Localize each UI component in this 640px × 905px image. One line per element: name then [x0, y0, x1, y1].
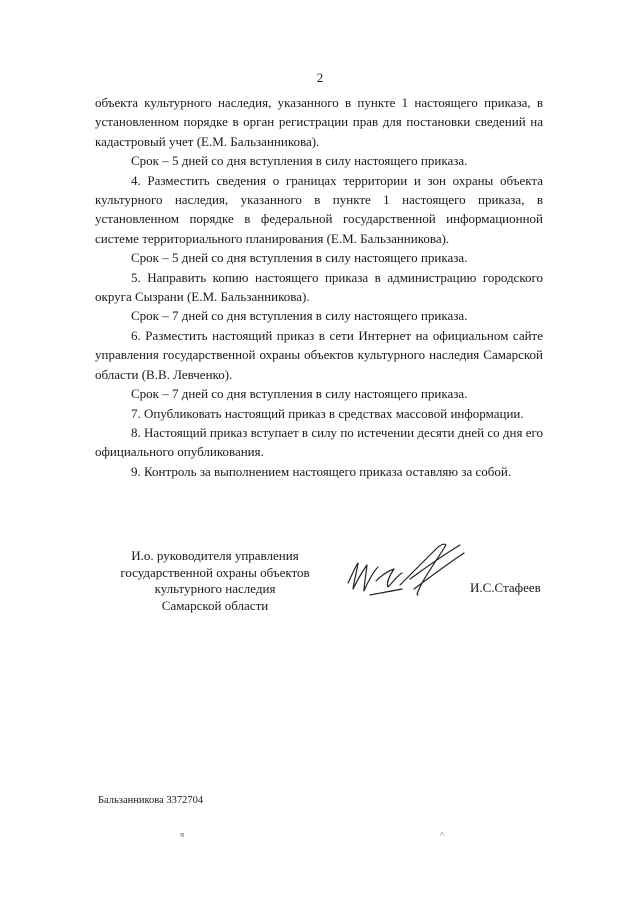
paragraph-item-4: 4. Разместить сведения о границах территории и зон охраны объекта культурного наследия, указанного в пункте 1 настоящего приказа, в установленном порядке в федеральной государственной информационной системе территориального планирования (Е.М. Бальзанникова). [95, 172, 543, 246]
signer-name: И.С.Стафеев [470, 580, 541, 595]
paragraph-item-9: 9. Контроль за выполнением настоящего приказа оставляю за собой. [131, 463, 512, 479]
order-body [95, 93, 543, 481]
handwritten-signature [340, 535, 470, 615]
footer-mark: ^ [440, 830, 444, 839]
signatory-title [100, 548, 330, 614]
deadline-paragraph: Срок – 7 дней со дня вступления в силу настоящего приказа. [131, 308, 468, 324]
deadline-paragraph: Срок – 5 дней со дня вступления в силу настоящего приказа. [131, 153, 468, 169]
page-number: 2 [316, 70, 324, 85]
deadline-paragraph: Срок – 5 дней со дня вступления в силу настоящего приказа. [131, 250, 468, 266]
paragraph-item-8: 8. Настоящий приказ вступает в силу по истечении десяти дней со дня его официального опубликования. [95, 424, 543, 460]
paragraph-item-7: 7. Опубликовать настоящий приказ в средствах массовой информации. [131, 405, 524, 421]
deadline-paragraph: Срок – 7 дней со дня вступления в силу настоящего приказа. [131, 386, 468, 402]
paragraph-item-6: 6. Разместить настоящий приказ в сети Интернет на официальном сайте управления государственной охраны объектов культурного наследия Самарской области (В.В. Левченко). [95, 327, 543, 382]
signatory-title-line: государственной охраны объектов [120, 564, 310, 580]
signatory-title-line: культурного наследия [154, 581, 276, 596]
executor-contact: Бальзанникова 3372704 [98, 795, 204, 806]
signatory-title-line: И.о. руководителя управления [131, 548, 299, 563]
signatory-title-line: Самарской области [161, 597, 269, 613]
paragraph-item-5: 5. Направить копию настоящего приказа в администрацию городского округа Сызрани (Е.М. Бальзанникова). [95, 269, 543, 305]
paragraph-registration-continued: объекта культурного наследия, указанного в пункте 1 настоящего приказа, в установленном порядке в орган регистрации прав для постановки сведений на кадастровый учет (Е.М. Бальзанникова). [95, 95, 543, 149]
footer-mark: ч [180, 830, 185, 839]
